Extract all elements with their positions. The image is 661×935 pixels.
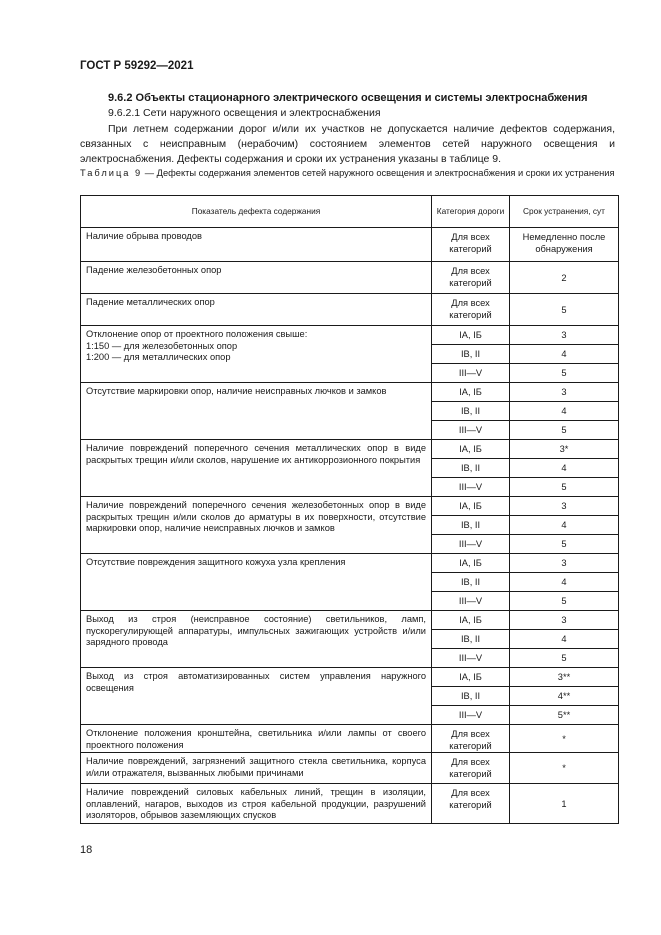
category-cell: IB, II	[432, 630, 510, 649]
defect-cell: Отсутствие повреждения защитного кожуха узла крепления	[81, 554, 432, 611]
header-defect: Показатель дефекта содержания	[81, 196, 432, 228]
term-cell: 4	[510, 345, 619, 364]
category-cell: III—V	[432, 649, 510, 668]
category-cell: III—V	[432, 478, 510, 497]
table-row	[81, 262, 619, 294]
table-row	[81, 383, 619, 402]
term-cell: 5	[510, 649, 619, 668]
table-row	[81, 753, 619, 784]
category-cell: Для всех категорий	[432, 784, 510, 824]
defect-cell: Наличие повреждений, загрязнений защитного стекла светильника, корпуса и/или отражателя, вызванных любыми причинами	[81, 753, 432, 784]
term-cell: 3	[510, 554, 619, 573]
category-cell: IA, IБ	[432, 326, 510, 345]
term-cell: 4	[510, 516, 619, 535]
term-cell: 2	[510, 262, 619, 294]
category-cell: III—V	[432, 421, 510, 440]
page-number: 18	[80, 844, 93, 856]
term-cell: 4**	[510, 687, 619, 706]
category-cell: IB, II	[432, 516, 510, 535]
table-row	[81, 611, 619, 630]
table-row	[81, 497, 619, 516]
category-cell: Для всех категорий	[432, 228, 510, 262]
term-cell: *	[510, 725, 619, 753]
term-cell: 5	[510, 421, 619, 440]
subsection-title: 9.6.2.1 Сети наружного освещения и электроснабжения	[108, 107, 381, 119]
defect-cell: Отсутствие маркировки опор, наличие неисправных лючков и замков	[81, 383, 432, 440]
header-term: Срок устранения, сут	[510, 196, 619, 228]
category-cell: III—V	[432, 535, 510, 554]
table-caption-text: — Дефекты содержания элементов сетей наружного освещения и электроснабжения и сроки их устранения	[142, 168, 615, 178]
table-row	[81, 784, 619, 824]
term-cell: 3	[510, 611, 619, 630]
table-caption	[80, 167, 615, 180]
table-header-row	[81, 196, 619, 228]
category-cell: IB, II	[432, 687, 510, 706]
category-cell: IB, II	[432, 573, 510, 592]
standard-id: ГОСТ Р 59292—2021	[80, 60, 194, 72]
term-cell: Немедленно после обнаружения	[510, 228, 619, 262]
category-cell: Для всех категорий	[432, 753, 510, 784]
defect-cell: Наличие обрыва проводов	[81, 228, 432, 262]
term-cell: 4	[510, 459, 619, 478]
category-cell: III—V	[432, 364, 510, 383]
defect-cell: Падение металлических опор	[81, 294, 432, 326]
term-cell: 5	[510, 535, 619, 554]
table-row	[81, 668, 619, 687]
term-cell: 4	[510, 402, 619, 421]
category-cell: Для всех категорий	[432, 262, 510, 294]
category-cell: IA, IБ	[432, 383, 510, 402]
table-caption-label: Таблица 9	[80, 168, 143, 178]
category-cell: IA, IБ	[432, 611, 510, 630]
term-cell: 5**	[510, 706, 619, 725]
category-cell: IB, II	[432, 459, 510, 478]
defect-cell: Отклонение положения кронштейна, светильника и/или лампы от своего проектного положения	[81, 725, 432, 753]
category-cell: IA, IБ	[432, 554, 510, 573]
term-cell: 3	[510, 383, 619, 402]
section-paragraph: При летнем содержании дорог и/или их участков не допускается наличие дефектов содержания, связанных с неисправным (нерабочим) состоянием элементов сетей наружного освещения и электроснабжения. Дефекты содержания и сроки их устранения указаны в таблице 9.	[80, 123, 615, 165]
defect-cell: Наличие повреждений силовых кабельных линий, трещин в изоляции, оплавлений, нагаров, выходов из строя кабельной продукции, разрушений изоляторов, обрывов заземляющих спусков	[81, 784, 432, 824]
defect-cell: Наличие повреждений поперечного сечения металлических опор в виде раскрытых трещин и/или сколов, нарушение их антикоррозионного покрытия	[81, 440, 432, 497]
category-cell: IB, II	[432, 345, 510, 364]
term-cell: 4	[510, 573, 619, 592]
defect-cell: Падение железобетонных опор	[81, 262, 432, 294]
table-row	[81, 294, 619, 326]
category-cell: III—V	[432, 592, 510, 611]
term-cell: 5	[510, 294, 619, 326]
term-cell: 3	[510, 326, 619, 345]
table-row	[81, 725, 619, 753]
term-cell: 5	[510, 364, 619, 383]
category-cell: Для всех категорий	[432, 725, 510, 753]
term-cell: 4	[510, 630, 619, 649]
category-cell: III—V	[432, 706, 510, 725]
category-cell: IB, II	[432, 402, 510, 421]
category-cell: IA, IБ	[432, 497, 510, 516]
table-row	[81, 554, 619, 573]
category-cell: Для всех категорий	[432, 294, 510, 326]
table-body	[81, 228, 619, 824]
defect-cell: Выход из строя автоматизированных систем управления наружного освещения	[81, 668, 432, 725]
section-title: 9.6.2 Объекты стационарного электрического освещения и системы электроснабжения	[108, 92, 588, 104]
term-cell: 5	[510, 478, 619, 497]
header-category: Категория дороги	[432, 196, 510, 228]
category-cell: IA, IБ	[432, 668, 510, 687]
table-row	[81, 440, 619, 459]
term-cell: 3	[510, 497, 619, 516]
term-cell: *	[510, 753, 619, 784]
term-cell: 1	[510, 784, 619, 824]
table-row	[81, 228, 619, 262]
table-row	[81, 326, 619, 345]
term-cell: 3**	[510, 668, 619, 687]
defects-table	[80, 195, 619, 824]
category-cell: IA, IБ	[432, 440, 510, 459]
defect-cell: Выход из строя (неисправное состояние) светильников, ламп, пускорегулирующей аппаратуры, импульсных зажигающих устройств и/или зарядного провода	[81, 611, 432, 668]
term-cell: 3*	[510, 440, 619, 459]
defect-cell: Наличие повреждений поперечного сечения железобетонных опор в виде раскрытых трещин и/или сколов до арматуры в их поверхности, отсутствие маркировки опор, наличие неисправных лючков и замков	[81, 497, 432, 554]
defect-cell: Отклонение опор от проектного положения свыше: 1:150 — для железобетонных опор 1:200 — для металлических опор	[81, 326, 432, 383]
term-cell: 5	[510, 592, 619, 611]
